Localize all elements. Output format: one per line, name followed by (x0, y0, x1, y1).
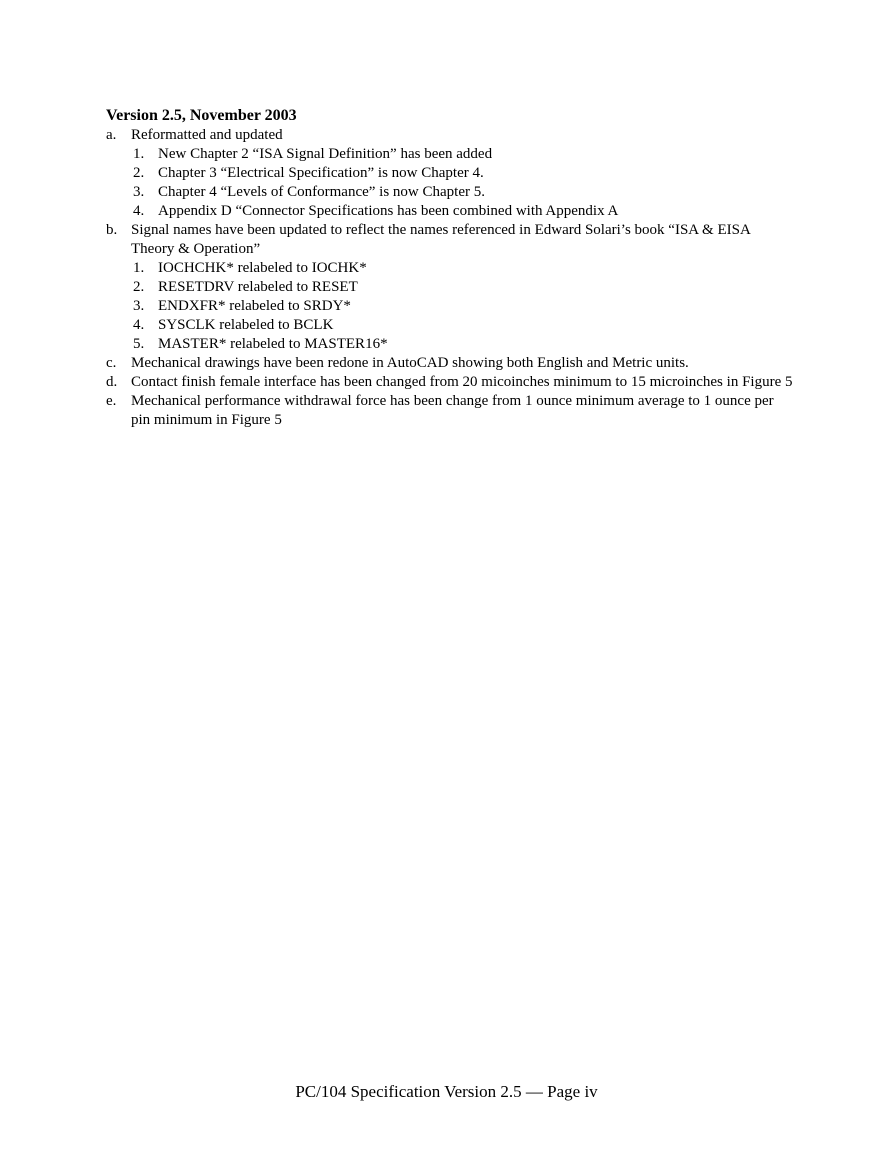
list-marker: b. (106, 222, 118, 238)
sub-list (106, 145, 796, 221)
page-footer: PC/104 Specification Version 2.5 — Page iv (295, 1082, 598, 1101)
list-item-text: Mechanical drawings have been redone in AutoCAD showing both English and Metric units. (131, 355, 689, 371)
sub-list-item (106, 183, 796, 202)
sub-list-marker: 4. (133, 203, 145, 219)
sub-list-item-text: MASTER* relabeled to MASTER16* (158, 336, 388, 352)
sub-list-marker: 1. (133, 146, 145, 162)
list-marker: a. (106, 127, 117, 143)
sub-list-item (106, 335, 796, 354)
sub-list-item (106, 259, 796, 278)
sub-list-marker: 5. (133, 336, 145, 352)
sub-list-marker: 3. (133, 298, 145, 314)
sub-list (106, 259, 796, 354)
sub-list-item (106, 202, 796, 221)
sub-list-item-text: Chapter 4 “Levels of Conformance” is now Chapter 5. (158, 184, 485, 200)
sub-list-item-text: Chapter 3 “Electrical Specification” is now Chapter 4. (158, 165, 484, 181)
sub-list-marker: 2. (133, 165, 145, 181)
sub-list-item (106, 164, 796, 183)
list-item-text: Contact finish female interface has been changed from 20 micoinches minimum to 15 microinches in Figure 5 (131, 374, 793, 390)
sub-list-item-text: New Chapter 2 “ISA Signal Definition” has been added (158, 146, 493, 162)
sub-list-item-text: ENDXFR* relabeled to SRDY* (158, 298, 351, 314)
sub-list-marker: 3. (133, 184, 145, 200)
list-item (106, 221, 796, 259)
sub-list-item (106, 297, 796, 316)
list-item (106, 354, 796, 373)
sub-list-item (106, 145, 796, 164)
list-item (106, 392, 796, 430)
sub-list-marker: 4. (133, 317, 145, 333)
list-marker: c. (106, 355, 117, 371)
list-item (106, 126, 796, 145)
list-item-text: Signal names have been updated to reflect the names referenced in Edward Solari’s book “ISA & EISA Theory & Operation” (131, 222, 750, 257)
sub-list-marker: 1. (133, 260, 145, 276)
sub-list-marker: 2. (133, 279, 145, 295)
list-marker: d. (106, 374, 118, 390)
sub-list-item-text: IOCHCHK* relabeled to IOCHK* (158, 260, 367, 276)
section-heading: Version 2.5, November 2003 (106, 107, 297, 124)
sub-list-item-text: RESETDRV relabeled to RESET (158, 279, 358, 295)
revision-history (106, 106, 796, 430)
list-item (106, 373, 796, 392)
list-marker: e. (106, 393, 117, 409)
list-item-text: Reformatted and updated (131, 127, 283, 143)
sub-list-item-text: SYSCLK relabeled to BCLK (158, 317, 334, 333)
sub-list-item (106, 316, 796, 335)
list-item-text: Mechanical performance withdrawal force has been change from 1 ounce minimum average to 1 ounce per pin minimum in Figure 5 (131, 393, 774, 428)
sub-list-item-text: Appendix D “Connector Specifications has been combined with Appendix A (158, 203, 619, 219)
sub-list-item (106, 278, 796, 297)
